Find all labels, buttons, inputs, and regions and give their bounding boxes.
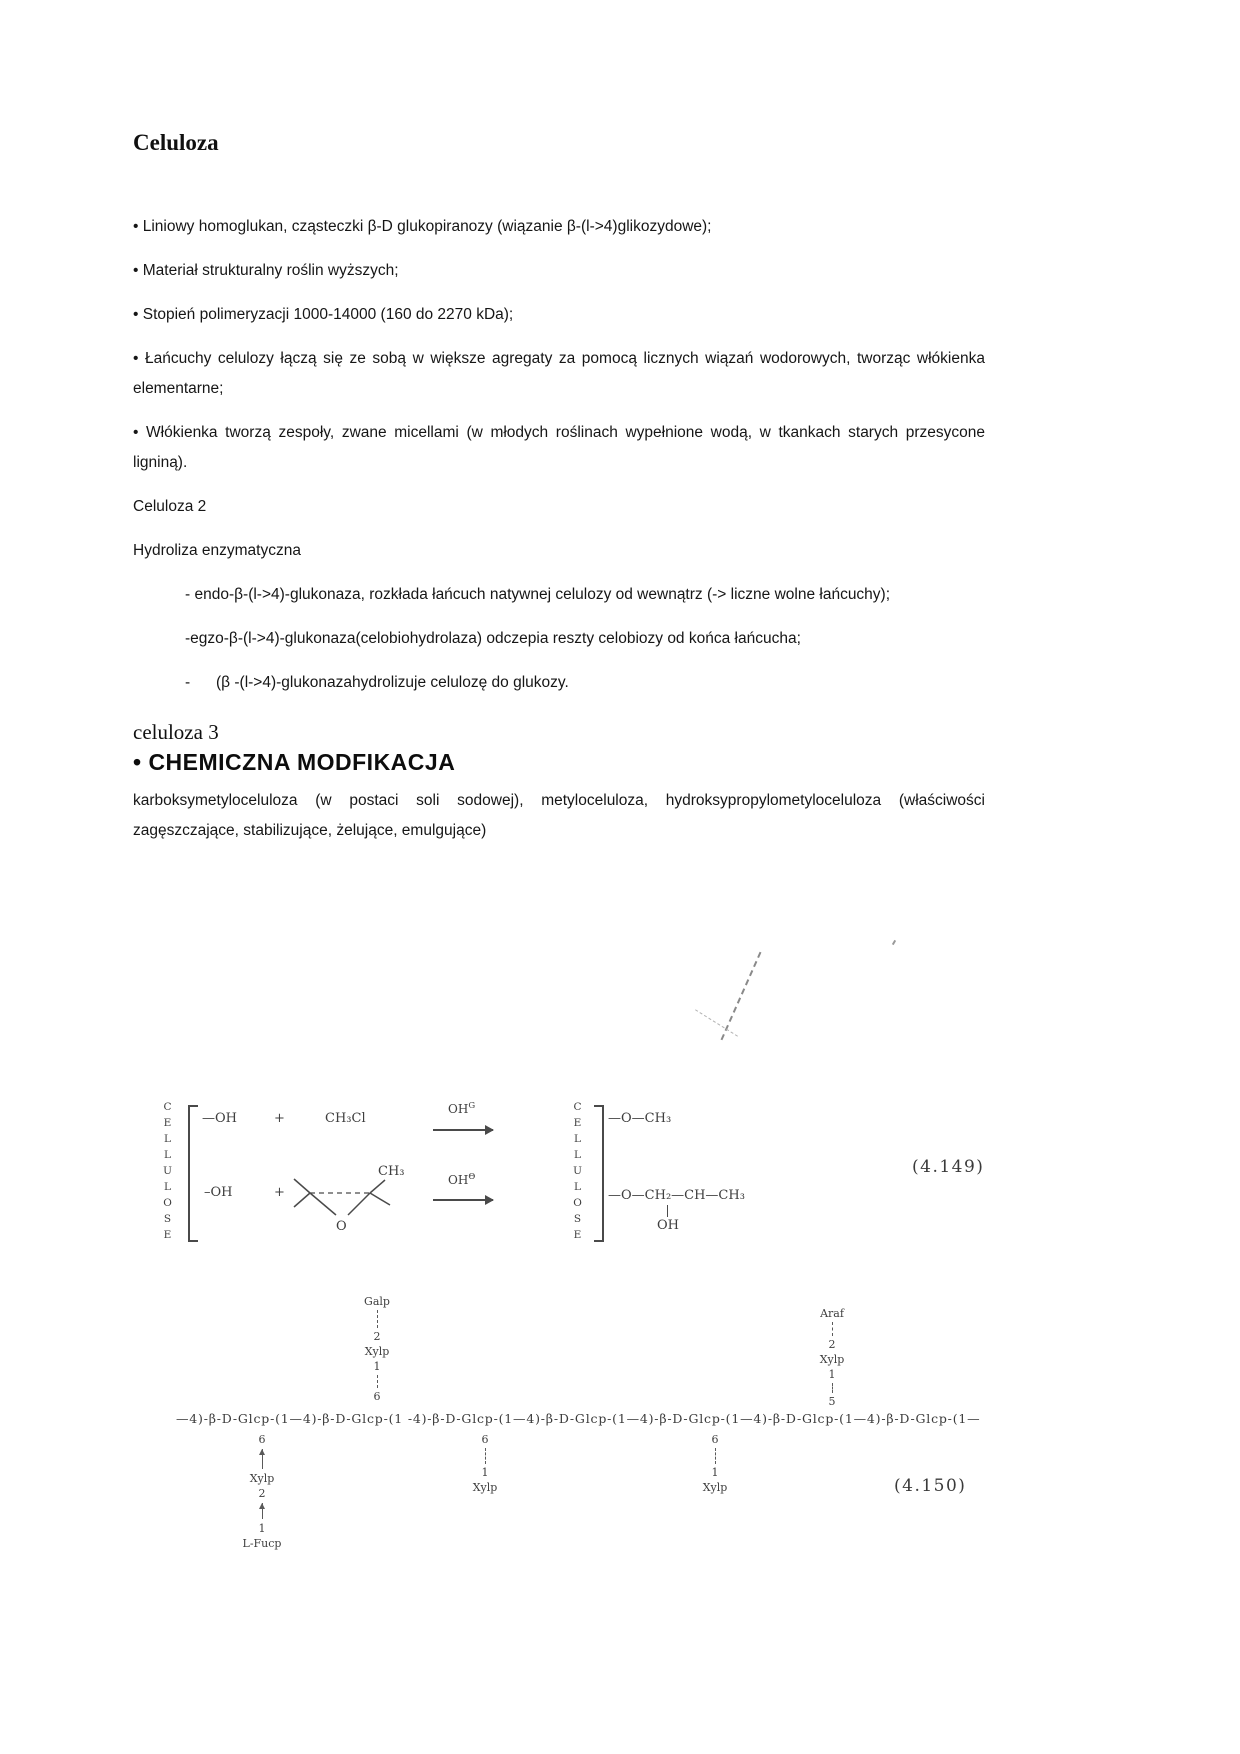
branch-label: 2 [828, 1338, 836, 1351]
polymer-label-left: CELLULOSE [161, 1101, 174, 1245]
branch-column-xylp-right [689, 1432, 741, 1495]
plus-sign: + [274, 1185, 285, 1200]
hydrolysis-item: - (β -(l->4)-glukonazahydrolizuje celulozę do glukozy. [185, 674, 569, 691]
bullet-item: • Materiał strukturalny roślin wyższych; [133, 262, 399, 279]
bond-line [832, 1322, 833, 1336]
bracket-left [188, 1105, 198, 1242]
branch-label: 2 [258, 1487, 266, 1500]
branch-label: 1 [481, 1466, 489, 1479]
branch-label: Xylp [472, 1481, 498, 1494]
modification-paragraph: karboksymetyloceluloza (w postaci soli sodowej), metyloceluloza, hydroksypropylometyloceluloza (właściwości zagęszczające, stabilizujące, żelujące, emulgujące) [133, 792, 985, 839]
hydrolysis-item: - endo-β-(l->4)-glukonaza, rozkłada łańcuch natywnej celulozy od wewnątrz (-> liczne wolne łańcuchy); [185, 586, 891, 603]
branch-label: 1 [373, 1360, 381, 1373]
hydrolysis-heading: Hydroliza enzymatyczna [133, 542, 301, 559]
branch-column-xylp-mid [459, 1432, 511, 1495]
reagent-methyl-chloride: CH₃Cl [325, 1111, 366, 1126]
bond-line [667, 1205, 668, 1217]
figure-cellulose-modification [160, 1095, 1000, 1265]
reaction-arrow [433, 1199, 493, 1201]
hydroxyl-group: —OH [202, 1111, 237, 1126]
branch-label: 2 [373, 1330, 381, 1343]
arrow-label [448, 1173, 475, 1186]
page-title: Celuloza [133, 130, 219, 155]
epoxide-o-label: O [336, 1219, 347, 1234]
text-column [133, 130, 985, 860]
branch-label: L-Fucp [242, 1537, 282, 1550]
branch-label: 1 [258, 1522, 266, 1535]
figure-xyloglucan-chain [150, 1280, 1110, 1580]
branch-label: Galp [364, 1295, 390, 1308]
branch-label: Xylp [702, 1481, 728, 1494]
arrow-label-sup: Θ [468, 1172, 476, 1182]
polymer-label-right: CELLULOSE [571, 1101, 584, 1245]
bullet-item: • Łańcuchy celulozy łączą się ze sobą w większe agregaty za pomocą licznych wiązań wodorowych, tworząc włókienka elementarne; [133, 350, 985, 397]
scratch-mark [892, 940, 896, 945]
bullet-item: • Stopień polimeryzacji 1000-14000 (160 do 2270 kDa); [133, 306, 514, 323]
bracket-right [594, 1105, 604, 1242]
branch-label: 5 [828, 1395, 836, 1408]
section-label: Celuloza 2 [133, 498, 207, 515]
branch-label: 6 [481, 1433, 489, 1446]
bullet-item: • Liniowy homoglukan, cząsteczki β-D glukopiranozy (wiązanie β-(l->4)glikozydowe); [133, 218, 712, 235]
equation-number: (4.150) [894, 1476, 967, 1496]
plus-sign: + [274, 1111, 285, 1126]
subsection-title: celuloza 3 [133, 720, 219, 744]
branch-column-fucp [236, 1432, 288, 1551]
branch-label: 1 [711, 1466, 719, 1479]
branch-label: 6 [711, 1433, 719, 1446]
scratch-mark [721, 952, 762, 1041]
branch-label: Xylp [819, 1353, 845, 1366]
bond-line [377, 1375, 378, 1388]
bond-line [832, 1383, 833, 1393]
product-hydroxypropyl: —O—CH₂—CH—CH₃ [608, 1188, 745, 1203]
bond-line [262, 1449, 263, 1469]
reaction-arrow [433, 1129, 493, 1131]
bullet-item: • Włókienka tworzą zespoły, zwane micellami (w młodych roślinach wypełnione wodą, w tkankach starych przesycone ligniną). [133, 424, 985, 471]
equation-number: (4.149) [912, 1157, 985, 1177]
hydroxyl-group: –OH [204, 1185, 233, 1200]
arrow-label [448, 1102, 475, 1115]
branch-label: Xylp [249, 1472, 275, 1485]
product-methyl-ether: —O—CH₃ [608, 1111, 672, 1126]
branch-column-galp [351, 1294, 403, 1404]
arrow-label-base: OH [448, 1173, 469, 1187]
branch-label: 1 [828, 1368, 836, 1381]
branch-label: Xylp [364, 1345, 390, 1358]
branch-label: 6 [258, 1433, 266, 1446]
glucan-chain: —4)-β-D-Glcp-(1—4)-β-D-Glcp-(1 -4)-β-D-Glcp-(1—4)-β-D-Glcp-(1—4)-β-D-Glcp-(1—4)-β-D-Glcp-(1—4)-β-D-Glcp-(1— [176, 1411, 981, 1426]
hydroxyl-label: OH [657, 1218, 679, 1233]
arrow-label-sup: G [468, 1101, 476, 1111]
modification-heading: • CHEMICZNA MODFIKACJA [133, 749, 456, 775]
bond-line [377, 1310, 378, 1328]
branch-column-araf [806, 1306, 858, 1409]
branch-label: 6 [373, 1390, 381, 1403]
branch-label: Araf [820, 1307, 844, 1320]
bond-line [262, 1503, 263, 1519]
epoxide-structure [292, 1155, 414, 1235]
bond-line [485, 1448, 486, 1464]
epoxide-ch3-label: CH₃ [378, 1164, 405, 1179]
hydrolysis-item: -egzo-β-(l->4)-glukonaza(celobiohydrolaza) odczepia reszty celobiozy od końca łańcucha; [185, 630, 801, 647]
arrow-label-base: OH [448, 1102, 469, 1116]
bond-line [715, 1448, 716, 1464]
